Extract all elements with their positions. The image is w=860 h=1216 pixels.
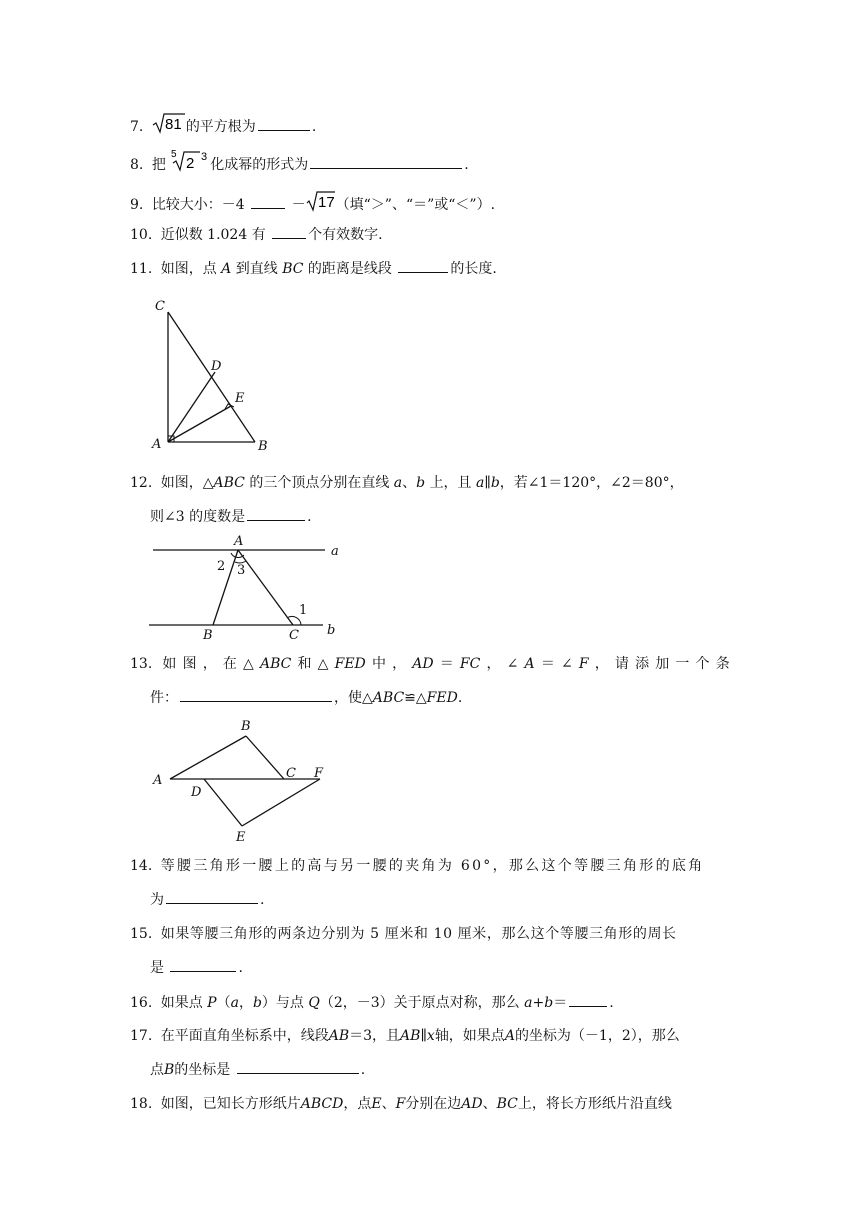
char: △ [243,656,254,672]
question-text: 等腰三角形一腰上的高与另一腰的夹角为 60°，那么这个等腰三角形的底角 [160,858,705,874]
segment-label: AB [328,1028,350,1044]
char: 加 [655,656,670,672]
char: ， [392,656,407,672]
char: ， [594,656,609,672]
question-15 [130,924,677,944]
square-root-17 [306,190,336,212]
char: ， [486,656,501,672]
variable: b [252,995,262,1011]
question-15-line-2 [150,957,243,978]
punctuation: 、 [381,1096,396,1112]
question-number: 15. [130,926,153,942]
question-number: 17. [130,1028,153,1044]
question-text: 比较大小：－4 [151,197,245,213]
question-text: 的三个顶点分别在直线 [249,475,390,491]
segment-ef [242,779,320,826]
question-text: 点 [150,1062,164,1078]
answer-blank[interactable] [247,506,305,521]
question-7 [130,112,316,137]
punctuation: . [360,1062,366,1078]
label-c-point: C [289,628,299,642]
question-16 [130,992,614,1013]
segment-label: AD [461,1096,483,1112]
label-line-b: b [327,623,336,638]
answer-blank[interactable] [398,258,448,273]
question-text: 如图，已知长方形纸片 [160,1096,301,1112]
question-text: 为 [150,892,164,908]
question-number: 13. [130,656,153,672]
question-text: 的距离是线段 [307,261,392,277]
segment-label: AD [412,656,434,672]
question-text: ）与点 [261,995,304,1011]
triangle-label: ABC [213,475,245,491]
base: 2 [186,155,195,172]
question-text: 如图，△ [160,475,214,491]
question-17 [130,1026,680,1046]
char: △ [317,656,329,672]
char: 个 [695,656,710,672]
exponent: 3 [201,151,208,163]
char: 在 [222,656,237,672]
question-text: ，若∠1＝120°，∠2＝80°， [499,475,684,491]
figure-13-triangles [148,714,338,846]
question-number: 9. [130,197,144,213]
question-text: ＝3，且 [349,1028,401,1044]
char: 条 [715,656,730,672]
question-text: 把 [151,157,166,173]
question-13-justified [130,654,730,674]
label-d: D [211,359,222,374]
line-label: a [393,475,403,491]
question-text: 轴，如果点 [434,1028,505,1044]
answer-blank[interactable] [569,992,607,1007]
punctuation: . [238,960,243,976]
char: 中 [371,656,386,672]
punctuation: 、 [482,1096,497,1112]
punctuation: . [307,509,312,525]
char: ＝ [439,656,454,672]
question-text: ，使△ [334,690,373,706]
answer-blank[interactable] [251,194,285,209]
question-text: 在平面直角坐标系中，线段 [160,1028,329,1044]
segment-ac [238,550,293,625]
expression: a+b [524,995,554,1011]
punctuation: . [260,892,265,908]
variable: a [230,995,239,1011]
point-label: Q [308,995,320,1011]
answer-blank[interactable] [237,1059,359,1074]
label-b-point: B [203,628,213,642]
question-text: 到直线 [235,261,278,277]
char: 如 [162,656,177,672]
question-number: 8. [130,157,144,173]
punctuation: . [311,119,317,135]
char: ∠ [560,656,573,672]
char: 添 [635,656,650,672]
question-text: 分别在边 [405,1096,462,1112]
answer-blank[interactable] [310,154,462,169]
point-label: A [504,1028,515,1044]
question-text: 个有效数字. [308,227,383,243]
question-text: 近似数 1.024 有 [160,227,266,243]
point-label: P [207,995,217,1011]
question-9 [130,190,495,215]
point-label: A [221,261,232,277]
question-12-line-2 [150,506,312,527]
point-label: F [395,1096,406,1112]
question-number: 11. [130,261,153,277]
question-text: ，点 [343,1096,372,1112]
minus-sign: － [291,197,306,213]
label-f: F [314,766,324,781]
punctuation: 、 [402,475,417,491]
question-text: 的坐标为（－1，2），那么 [514,1028,680,1044]
question-8 [130,148,469,175]
char: ∠ [506,656,519,672]
fifth-root-2-cubed [170,148,210,172]
question-10 [130,224,383,245]
question-number: 7. [130,119,144,135]
question-number: 18. [130,1096,153,1112]
point-label: B [164,1062,175,1078]
question-text: 如果等腰三角形的两条边分别为 5 厘米和 10 厘米，那么这个等腰三角形的周长 [160,926,677,942]
question-18 [130,1094,672,1114]
question-13 [130,654,730,674]
label-c: C [155,299,165,314]
punctuation: （ [216,995,231,1011]
angle-label: A [524,656,535,672]
line-label: BC [282,261,304,277]
question-text: 上，且 [429,475,472,491]
question-text: 则∠3 的度数是 [150,509,246,525]
question-number: 16. [130,995,153,1011]
segment-label: FC [459,656,481,672]
question-text: （2，－3）关于原点对称，那么 [319,995,520,1011]
label-b: B [258,439,268,454]
char: ＝ [540,656,555,672]
rectangle-label: ABCD [300,1096,344,1112]
triangle-label: ABC [372,690,405,706]
question-text: 上，将长方形纸片沿直线 [517,1096,672,1112]
parallel-statement: a∥b [476,475,500,491]
char: ， [202,656,217,672]
question-11 [130,258,497,279]
punctuation: ＝ [553,995,568,1011]
label-a-point: A [234,534,244,549]
question-text: 件： [150,690,178,706]
label-b: B [241,719,251,734]
angle-label: F [578,656,589,672]
label-d: D [191,785,202,800]
answer-blank[interactable] [170,957,236,972]
label-line-a: a [331,544,339,559]
label-a: A [153,773,163,788]
label-e: E [235,391,245,406]
segment-bc [246,736,284,779]
answer-blank[interactable] [180,687,332,702]
congruence-symbol: ≌△ [404,690,427,706]
question-text: 如果点 [160,995,203,1011]
question-17-line-2 [150,1059,365,1080]
label-angle-1: 1 [299,603,308,618]
segment-de [204,779,242,826]
question-14 [130,856,704,876]
segment-label: BC [496,1096,518,1112]
label-c: C [286,766,296,781]
radicand: 81 [164,116,182,133]
answer-blank[interactable] [272,224,306,239]
char: 和 [297,656,312,672]
label-a: A [152,437,162,452]
answer-blank[interactable] [166,889,258,904]
answer-blank[interactable] [258,116,310,131]
punctuation: . [464,157,469,173]
radicand: 17 [317,194,335,211]
char: 请 [614,656,629,672]
figure-12-parallel-lines [145,532,350,642]
root-index: 5 [171,149,177,160]
figure-11-right-triangle [145,292,275,457]
question-text: 化成幂的形式为 [210,157,309,173]
segment-ab [170,736,246,779]
triangle-label: ABC [259,656,292,672]
punctuation: ， [238,995,253,1011]
segment-ad [168,372,215,442]
punctuation: . [457,690,463,706]
question-13-line-2 [150,687,462,708]
line-label: b [416,475,426,491]
question-12 [130,473,684,493]
triangle-label: FED [426,690,458,706]
question-text: 的长度. [450,261,497,277]
point-label: E [371,1096,382,1112]
char: 一 [675,656,690,672]
question-text: 的平方根为 [185,119,256,135]
question-number: 12. [130,475,153,491]
label-e: E [236,830,246,845]
question-text: （填“＞”、“＝”或“＜”）. [335,197,496,213]
question-text: 的坐标是 [174,1062,231,1078]
label-angle-2: 2 [217,559,226,574]
parallel-statement: AB∥x [400,1028,435,1044]
question-text: 如图，点 [160,261,217,277]
square-root-81 [152,112,186,134]
segment-ae [168,406,231,442]
char: 图 [182,656,197,672]
punctuation: . [609,995,614,1011]
question-number: 14. [130,858,153,874]
question-text: 是 [150,960,164,976]
question-number: 10. [130,227,153,243]
triangle-label: FED [334,656,366,672]
label-angle-3: 3 [237,563,246,578]
question-14-line-2 [150,889,264,910]
